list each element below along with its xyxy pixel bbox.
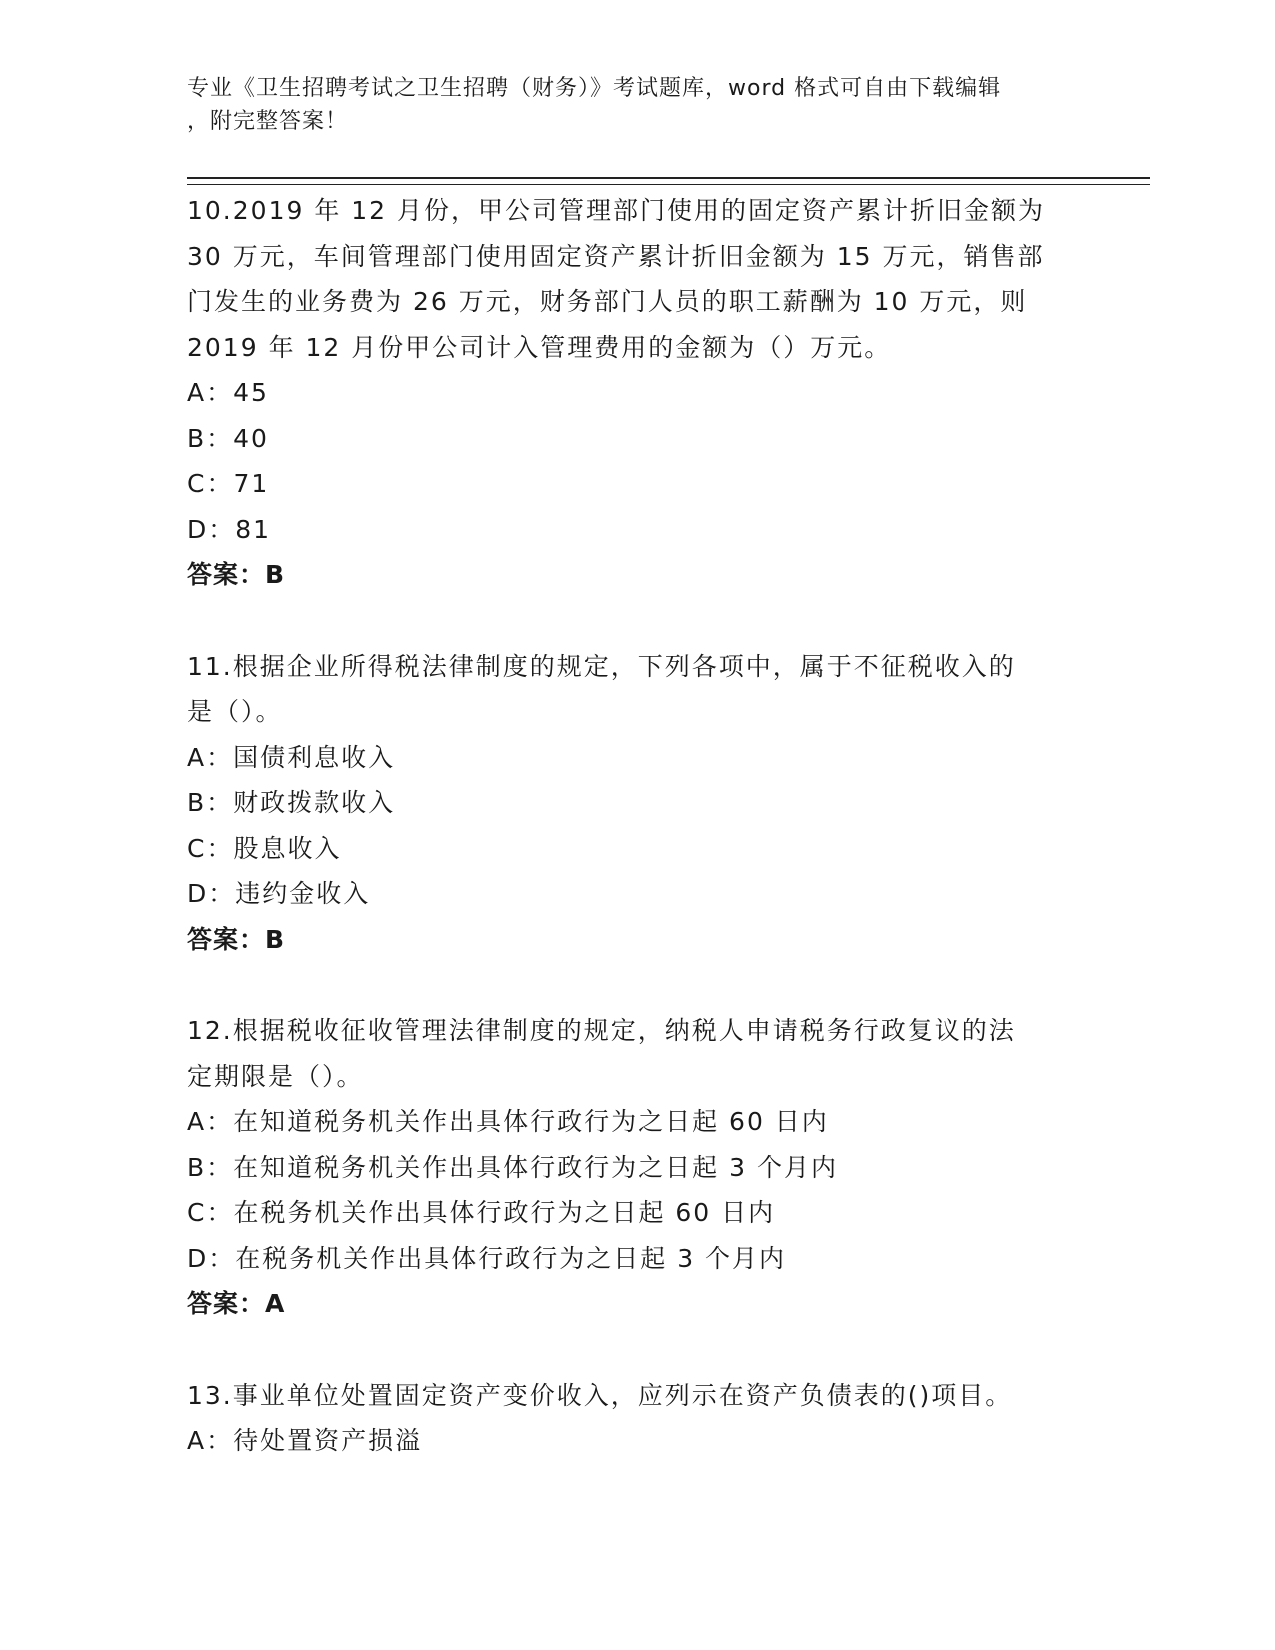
question-line: 12.根据税收征收管理法律制度的规定，纳税人申请税务行政复议的法 xyxy=(187,1016,1016,1045)
header-line-2: ，附完整答案！ xyxy=(187,109,349,134)
answer: 答案：B xyxy=(187,560,286,589)
option-b: B：在知道税务机关作出具体行政行为之日起 3 个月内 xyxy=(187,1152,838,1182)
option-c: C：71 xyxy=(187,469,270,498)
question-line: 是（）。 xyxy=(187,697,283,726)
header-line-1: 专业《卫生招聘考试之卫生招聘（财务）》考试题库，word 格式可自由下载编辑 xyxy=(187,76,1002,101)
header-divider-thick xyxy=(187,177,1150,179)
option-c: C：股息收入 xyxy=(187,833,342,863)
question-line: 11.根据企业所得税法律制度的规定，下列各项中，属于不征税收入的 xyxy=(187,651,1016,681)
option-a: A：45 xyxy=(187,378,269,407)
question-line: 门发生的业务费为 26 万元，财务部门人员的职工薪酬为 10 万元，则 xyxy=(187,287,1028,316)
question-spacer xyxy=(187,1327,1087,1373)
option-b: B：财政拨款收入 xyxy=(187,788,396,817)
question-line: 10.2019 年 12 月份，甲公司管理部门使用的固定资产累计折旧金额为 xyxy=(187,196,1046,225)
question-spacer xyxy=(187,598,1087,644)
question-text xyxy=(187,1008,1087,1099)
question-10 xyxy=(187,188,1087,598)
question-13 xyxy=(187,1373,1087,1464)
question-text xyxy=(187,644,1087,735)
question-spacer xyxy=(187,962,1087,1008)
header-divider-thin xyxy=(187,184,1150,185)
question-line: 定期限是（）。 xyxy=(187,1061,364,1091)
option-a: A：待处置资产损溢 xyxy=(187,1426,423,1455)
question-text xyxy=(187,188,1087,370)
option-a: A：在知道税务机关作出具体行政行为之日起 60 日内 xyxy=(187,1107,829,1136)
question-text xyxy=(187,1373,1087,1419)
question-11 xyxy=(187,644,1087,963)
option-b: B：40 xyxy=(187,423,269,453)
option-c: C：在税务机关作出具体行政行为之日起 60 日内 xyxy=(187,1198,776,1227)
question-line: 13.事业单位处置固定资产变价收入，应列示在资产负债表的()项目。 xyxy=(187,1380,1013,1410)
option-a: A：国债利息收入 xyxy=(187,742,396,772)
option-d: D：在税务机关作出具体行政行为之日起 3 个月内 xyxy=(187,1243,787,1273)
question-line: 30 万元，车间管理部门使用固定资产累计折旧金额为 15 万元，销售部 xyxy=(187,241,1045,271)
question-list xyxy=(187,188,1087,1464)
option-d: D：81 xyxy=(187,514,272,544)
option-d: D：违约金收入 xyxy=(187,879,371,908)
page-header xyxy=(187,72,1077,138)
question-line: 2019 年 12 月份甲公司计入管理费用的金额为（）万元。 xyxy=(187,332,892,362)
answer: 答案：B xyxy=(187,924,286,954)
answer: 答案：A xyxy=(187,1289,286,1318)
question-12 xyxy=(187,1008,1087,1327)
